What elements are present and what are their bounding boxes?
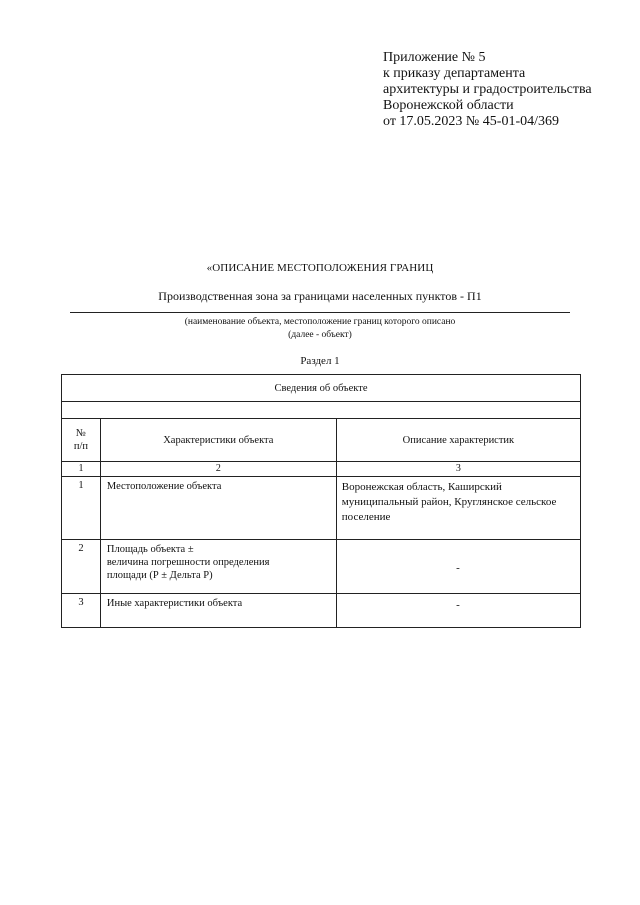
section-title: Раздел 1 — [300, 355, 340, 367]
row-description: - — [336, 540, 580, 594]
header-num — [62, 419, 101, 462]
row-description: Воронежская область, Каширский муниципальный район, Круглянское сельское поселение — [336, 477, 580, 540]
table-row — [62, 477, 581, 540]
object-note-line: (наименование объекта, местоположение границ которого описано — [184, 317, 456, 327]
appendix-line: к приказу департамента — [383, 66, 526, 81]
row-num: 3 — [62, 594, 101, 628]
appendix-header — [383, 50, 633, 130]
object-name: Производственная зона за границами населенных пунктов - П1 — [158, 289, 482, 303]
row-num: 1 — [62, 477, 101, 540]
header-description: Описание характеристик — [336, 419, 580, 462]
row-characteristic: Местоположение объекта — [100, 477, 336, 540]
object-note-line: (далее - объект) — [288, 330, 352, 340]
table-caption: Сведения об объекте — [62, 375, 581, 402]
row-description: - — [336, 594, 580, 628]
document-title: «ОПИСАНИЕ МЕСТОПОЛОЖЕНИЯ ГРАНИЦ — [206, 262, 434, 274]
appendix-line: Приложение № 5 — [383, 50, 486, 65]
row-characteristic-line: площади (Р ± Дельта Р) — [106, 570, 213, 581]
header-num-line: № — [75, 428, 86, 439]
appendix-line: от 17.05.2023 № 45-01-04/369 — [383, 114, 560, 129]
object-name-note — [70, 316, 570, 342]
appendix-line: Воронежской области — [383, 98, 514, 113]
row-characteristic-line: Площадь объекта ± — [106, 544, 194, 555]
column-number: 2 — [100, 462, 336, 477]
row-characteristic: Иные характеристики объекта — [100, 594, 336, 628]
header-num-line: п/п — [73, 441, 89, 452]
object-name-underline — [70, 312, 570, 313]
column-number: 1 — [62, 462, 101, 477]
row-characteristic — [100, 540, 336, 594]
table-row — [62, 540, 581, 594]
row-characteristic-line: величина погрешности определения — [106, 557, 270, 568]
column-number: 3 — [336, 462, 580, 477]
table-blank-row — [62, 402, 581, 419]
appendix-line: архитектуры и градостроительства — [383, 82, 592, 97]
column-numbers-row — [62, 462, 581, 477]
object-info-table — [61, 374, 581, 628]
table-row — [62, 594, 581, 628]
table-header-row — [62, 419, 581, 462]
row-num: 2 — [62, 540, 101, 594]
header-characteristics: Характеристики объекта — [100, 419, 336, 462]
